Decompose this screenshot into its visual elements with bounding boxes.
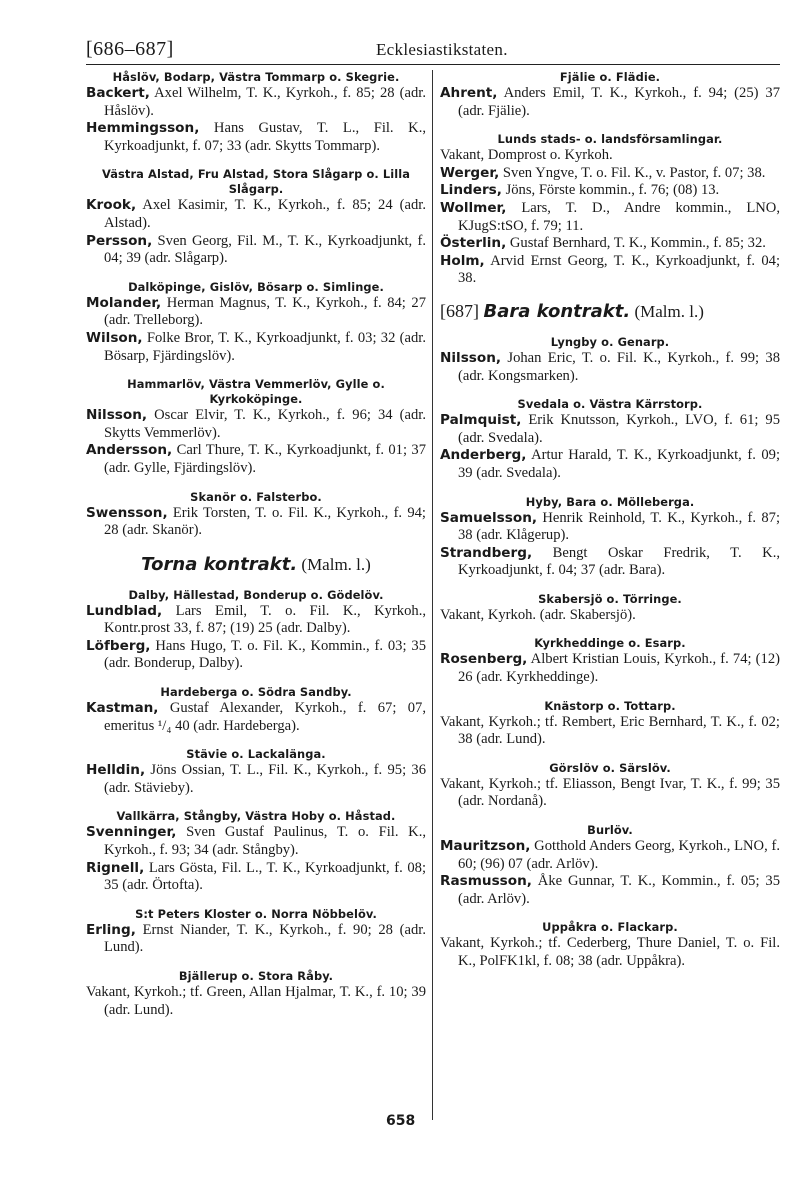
clergy-details: Anders Emil, T. K., Kyrkoh., f. 94; (25) 37 (adr. Fjälie). [458, 85, 780, 119]
clergy-details: Vakant, Kyrkoh.; tf. Eliasson, Bengt Ivar, T. K., f. 99; 35 (adr. Nordanå). [440, 775, 780, 810]
page-range: [686–687] [86, 38, 174, 60]
clergy-entry [440, 776, 780, 811]
clergy-entry [86, 638, 426, 673]
clergy-entry [86, 120, 426, 155]
deanery-diocese: (Malm. l.) [297, 554, 371, 574]
clergy-details: Vakant, Kyrkoh.; tf. Rembert, Eric Bernhard, T. K., f. 02; 38 (adr. Lund). [440, 713, 780, 748]
clergy-entry [86, 922, 426, 957]
clergy-entry [86, 860, 426, 895]
clergy-details: Vakant, Kyrkoh.; tf. Green, Allan Hjalmar, T. K., f. 10; 39 (adr. Lund). [86, 984, 426, 1018]
parish-heading: Skabersjö o. Törringe. [538, 591, 682, 606]
clergy-details: Vakant, Kyrkoh. (adr. Skabersjö). [440, 606, 636, 623]
clergy-details: Åke Gunnar, T. K., Kommin., f. 05; 35 (adr. Arlöv). [458, 873, 780, 907]
clergy-name: Molander, [86, 294, 162, 311]
clergy-entry [440, 253, 780, 288]
clergy-details: Henrik Reinhold, T. K., Kyrkoh., f. 87; 38 (adr. Klågerup). [458, 509, 780, 544]
clergy-details: Axel Wilhelm, T. K., Kyrkoh., f. 85; 28 (adr. Håslöv). [104, 85, 426, 119]
clergy-name: Helldin, [86, 762, 146, 779]
parish-heading: Hammarlöv, Västra Vemmerlöv, Gylle o. Kyrkoköpinge. [127, 377, 385, 407]
clergy-details: Gustaf Alexander, Kyrkoh., f. 67; 07, emeritus ¹/₄ 40 (adr. Hardeberga). [104, 700, 426, 734]
running-title: Ecklesiastikstaten. [376, 40, 508, 59]
clergy-name: Linders, [440, 182, 502, 199]
parish-heading: Västra Alstad, Fru Alstad, Stora Slågarp o. Lilla Slågarp. [101, 167, 411, 197]
deanery-name: Bara kontrakt. [483, 300, 631, 322]
clergy-name: Rosenberg, [440, 651, 528, 668]
clergy-name: Hemmingsson, [86, 120, 200, 137]
parish-heading: Lyngby o. Genarp. [550, 334, 670, 349]
parish-heading: Stävie o. Lackalänga. [186, 747, 326, 762]
clergy-name: Rignell, [86, 859, 145, 876]
clergy-details: Lars, T. D., Andre kommin., LNO, KJugS:tSO, f. 79; 11. [458, 199, 780, 234]
clergy-entry [86, 603, 426, 638]
deanery-name: Torna kontrakt. [141, 553, 298, 575]
clergy-entry [440, 838, 780, 873]
clergy-entry [440, 510, 780, 545]
clergy-details: Axel Kasimir, T. K., Kyrkoh., f. 85; 24 (adr. Alstad). [104, 197, 426, 231]
clergy-name: Ahrent, [440, 85, 498, 101]
clergy-details: Jöns Ossian, T. L., Fil. K., Kyrkoh., f. 95; 36 (adr. Stävieby). [104, 762, 426, 796]
left-column [86, 70, 426, 1019]
column-divider [432, 70, 433, 1120]
clergy-name: Österlin, [440, 235, 507, 252]
clergy-details: Bengt Oskar Fredrik, T. K., Kyrkoadjunkt, f. 04; 37 (adr. Bara). [458, 544, 780, 579]
clergy-name: Samuelsson, [440, 509, 538, 526]
parish-heading: Dalby, Hällestad, Bonderup o. Gödelöv. [128, 587, 384, 602]
page-header [86, 38, 780, 66]
deanery-heading [440, 300, 780, 323]
parish-heading: Uppåkra o. Flackarp. [542, 920, 678, 935]
page-marker: [687] [440, 300, 484, 321]
clergy-name: Rasmusson, [440, 873, 532, 890]
clergy-details: Vakant, Domprost o. Kyrkoh. [440, 147, 613, 164]
clergy-entry [86, 505, 426, 540]
clergy-details: Ernst Niander, T. K., Kyrkoh., f. 90; 28 (adr. Lund). [104, 921, 426, 956]
clergy-name: Mauritzson, [440, 838, 531, 855]
clergy-details: Hans Gustav, T. L., Fil. K., Kyrkoadjunkt, f. 07; 33 (adr. Skytts Tommarp). [104, 120, 426, 154]
clergy-entry [86, 330, 426, 365]
clergy-name: Wollmer, [440, 199, 507, 216]
clergy-name: Holm, [440, 252, 485, 269]
clergy-details: Sven Georg, Fil. M., T. K., Kyrkoadjunkt, f. 04; 39 (adr. Slågarp). [104, 232, 426, 267]
deanery-heading [86, 554, 426, 576]
clergy-name: Strandberg, [440, 544, 533, 561]
clergy-details: Folke Bror, T. K., Kyrkoadjunkt, f. 03; 32 (adr. Bösarp, Fjärdingslöv). [104, 329, 426, 364]
parish-heading: Burlöv. [587, 823, 633, 838]
clergy-entry [440, 714, 780, 749]
clergy-name: Palmquist, [440, 412, 522, 429]
clergy-name: Lundblad, [86, 602, 163, 619]
clergy-name: Erling, [86, 921, 136, 938]
clergy-details: Oscar Elvir, T. K., Kyrkoh., f. 96; 34 (adr. Skytts Vemmerlöv). [104, 407, 426, 441]
clergy-entry [86, 762, 426, 797]
parish-heading: Hyby, Bara o. Mölleberga. [525, 494, 695, 509]
clergy-entry [86, 197, 426, 232]
clergy-entry [440, 147, 780, 165]
parish-heading: Håslöv, Bodarp, Västra Tommarp o. Skegrie. [112, 70, 400, 84]
clergy-details: Gotthold Anders Georg, Kyrkoh., LNO, f. 60; (96) 07 (adr. Arlöv). [458, 838, 780, 872]
clergy-entry [440, 235, 780, 253]
clergy-entry [86, 233, 426, 268]
clergy-entry [86, 984, 426, 1019]
clergy-details: Gustaf Bernhard, T. K., Kommin., f. 85; 32. [506, 235, 766, 252]
clergy-details: Jöns, Förste kommin., f. 76; (08) 13. [501, 182, 720, 199]
clergy-details: Albert Kristian Louis, Kyrkoh., f. 74; (12) 26 (adr. Kyrkheddinge). [458, 651, 780, 686]
clergy-entry [440, 545, 780, 580]
clergy-name: Andersson, [86, 442, 173, 459]
clergy-name: Kastman, [86, 700, 159, 717]
clergy-entry [440, 165, 780, 183]
parish-heading: Svedala o. Västra Kärrstorp. [517, 397, 703, 412]
clergy-name: Werger, [440, 164, 500, 181]
parish-heading: Kyrkheddinge o. Esarp. [534, 636, 686, 651]
clergy-entry [440, 182, 780, 200]
clergy-entry [440, 607, 780, 625]
clergy-details: Carl Thure, T. K., Kyrkoadjunkt, f. 01; 37 (adr. Gylle, Fjärdingslöv). [104, 442, 426, 476]
clergy-details: Johan Eric, T. o. Fil. K., Kyrkoh., f. 99; 38 (adr. Kongsmarken). [458, 349, 780, 384]
clergy-name: Krook, [86, 197, 137, 214]
parish-heading: Hardeberga o. Södra Sandby. [160, 685, 352, 700]
clergy-name: Nilsson, [86, 407, 148, 424]
clergy-entry [440, 412, 780, 447]
clergy-details: Artur Harald, T. K., Kyrkoadjunkt, f. 09; 39 (adr. Svedala). [458, 447, 780, 481]
parish-heading: Bjällerup o. Stora Råby. [178, 969, 334, 983]
clergy-details: Hans Hugo, T. o. Fil. K., Kommin., f. 03; 35 (adr. Bonderup, Dalby). [104, 637, 426, 672]
clergy-details: Herman Magnus, T. K., Kyrkoh., f. 84; 27 (adr. Trelleborg). [104, 294, 426, 329]
clergy-entry [440, 873, 780, 908]
clergy-details: Vakant, Kyrkoh.; tf. Cederberg, Thure Daniel, T. o. Fil. K., PolFK1kl, f. 08; 38 (adr. Uppåkra). [440, 935, 780, 969]
clergy-entry [440, 447, 780, 482]
parish-heading: Görslöv o. Särslöv. [549, 760, 671, 775]
clergy-name: Persson, [86, 232, 153, 249]
clergy-name: Nilsson, [440, 349, 502, 366]
clergy-entry [440, 350, 780, 385]
clergy-name: Anderberg, [440, 447, 527, 464]
parish-heading: Skanör o. Falsterbo. [190, 489, 322, 504]
clergy-name: Wilson, [86, 329, 143, 346]
clergy-details: Arvid Ernst Georg, T. K., Kyrkoadjunkt, f. 04; 38. [458, 252, 780, 287]
clergy-entry [440, 935, 780, 970]
clergy-entry [86, 407, 426, 442]
parish-heading: Knästorp o. Tottarp. [544, 698, 676, 713]
clergy-name: Backert, [86, 85, 150, 101]
clergy-entry [86, 824, 426, 859]
clergy-details: Lars Gösta, Fil. L., T. K., Kyrkoadjunkt, f. 08; 35 (adr. Örtofta). [104, 859, 426, 894]
clergy-entry [86, 442, 426, 477]
clergy-details: Sven Gustaf Paulinus, T. o. Fil. K., Kyrkoh., f. 93; 34 (adr. Stångby). [104, 824, 426, 859]
right-column [440, 70, 780, 971]
clergy-name: Svenninger, [86, 824, 177, 841]
clergy-entry [86, 85, 426, 120]
clergy-details: Erik Torsten, T. o. Fil. K., Kyrkoh., f. 94; 28 (adr. Skanör). [104, 504, 426, 539]
clergy-details: Lars Emil, T. o. Fil. K., Kyrkoh., Kontr.prost 33, f. 87; (19) 25 (adr. Dalby). [104, 602, 426, 637]
clergy-entry [440, 200, 780, 235]
clergy-name: Löfberg, [86, 637, 151, 654]
clergy-entry [440, 85, 780, 120]
parish-heading: Dalköpinge, Gislöv, Bösarp o. Simlinge. [128, 279, 384, 294]
deanery-diocese: (Malm. l.) [630, 301, 704, 321]
parish-heading: Lunds stads- o. landsförsamlingar. [497, 132, 723, 147]
header-rule [86, 64, 780, 65]
clergy-entry [86, 295, 426, 330]
page-number: 658 [386, 1113, 416, 1129]
clergy-details: Erik Knutsson, Kyrkoh., LVO, f. 61; 95 (adr. Svedala). [458, 412, 780, 446]
clergy-entry [440, 651, 780, 686]
parish-heading: Fjälie o. Flädie. [559, 70, 661, 84]
clergy-entry [86, 700, 426, 735]
clergy-details: Sven Yngve, T. o. Fil. K., v. Pastor, f. 07; 38. [499, 164, 766, 181]
parish-heading: S:t Peters Kloster o. Norra Nöbbelöv. [135, 906, 377, 921]
parish-heading: Vallkärra, Stångby, Västra Hoby o. Håstad. [116, 809, 396, 824]
clergy-name: Swensson, [86, 504, 168, 521]
